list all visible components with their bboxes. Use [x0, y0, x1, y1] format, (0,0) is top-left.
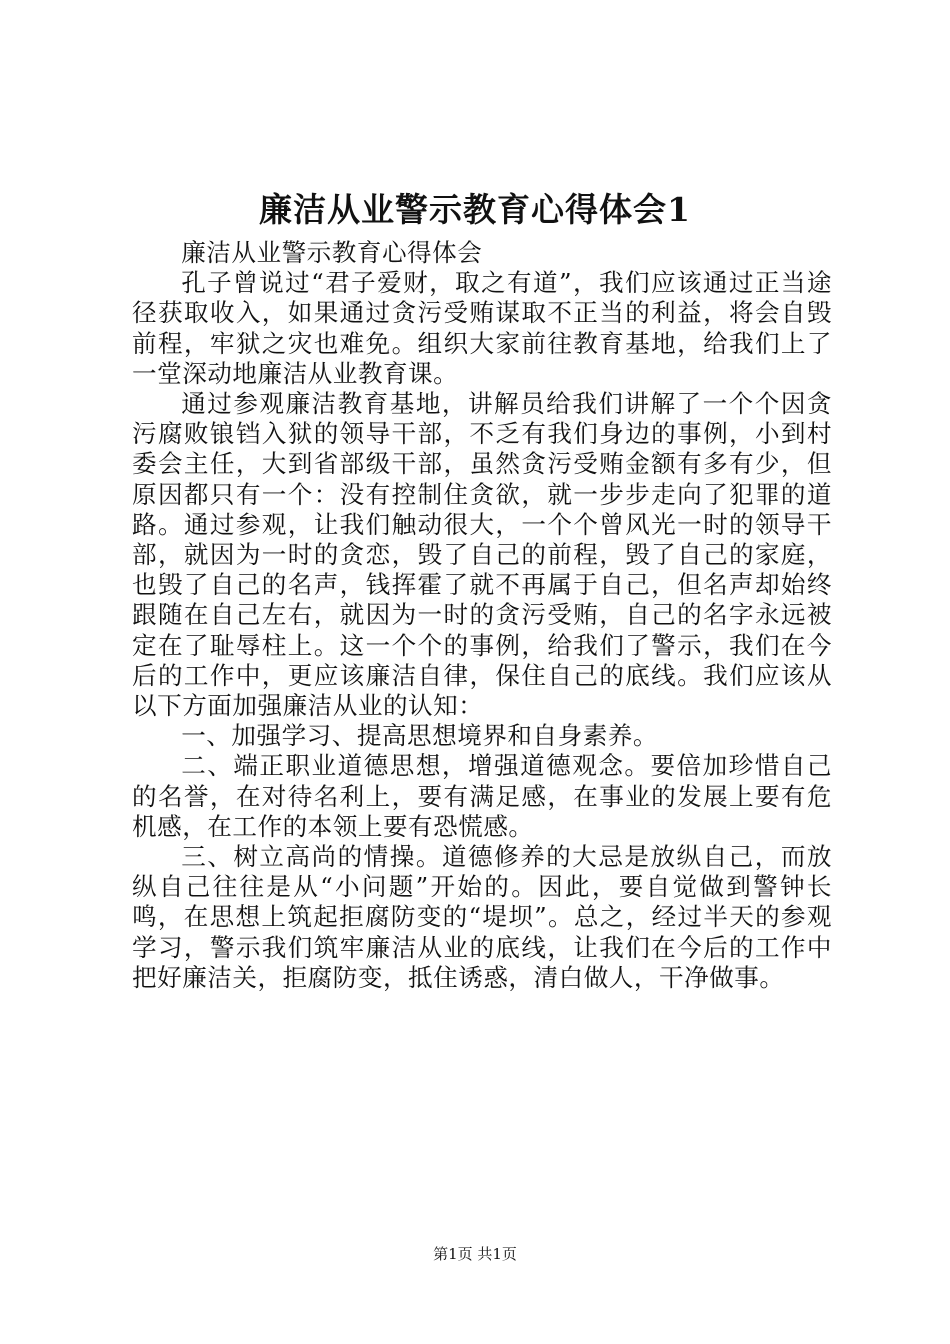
paragraph-visit: 通过参观廉洁教育基地，讲解员给我们讲解了一个个因贪污腐败锒铛入狱的领导干部，不乏有我们身边的事例，小到村委会主任，大到省部级干部，虽然贪污受贿金额有多有少，但原因都只有一个：没有控制住贪欲，就一步步走向了犯罪的道路。通过参观，让我们触动很大，一个个曾风光一时的领导干部，就因为一时的贪恋，毁了自己的前程，毁了自己的家庭，也毁了自己的名声，钱挥霍了就不再属于自己，但名声却始终跟随在自己左右，就因为一时的贪污受贿，自己的名字永远被定在了耻辱柱上。这一个个的事例，给我们了警示，我们在今后的工作中，更应该廉洁自律，保住自己的底线。我们应该从以下方面加强廉洁从业的认知： — [132, 389, 832, 721]
paragraph-subtitle: 廉洁从业警示教育心得体会 — [181, 238, 483, 267]
paragraph-intro: 孔子曾说过“君子爱财，取之有道”，我们应该通过正当途径获取收入，如果通过贪污受贿谋取不正当的利益，将会自毁前程，牢狱之灾也难免。组织大家前往教育基地，给我们上了一堂深动地廉洁从业教育课。 — [132, 268, 832, 388]
paragraph-point-one: 一、加强学习、提高思想境界和自身素养。 — [181, 721, 658, 751]
paragraph-point-three: 三、树立高尚的情操。道德修养的大忌是放纵自己，而放纵自己往往是从“小问题”开始的。因此，要自觉做到警钟长鸣，在思想上筑起拒腐防变的“堤坝”。总之，经过半天的参观学习，警示我们筑牢廉洁从业的底线，让我们在今后的工作中把好廉洁关，拒腐防变，抵住诱惑，清白做人，干净做事。 — [132, 842, 832, 992]
document-title: 廉洁从业警示教育心得体会1 — [259, 190, 691, 229]
document-body — [132, 238, 832, 993]
page-footer: 第1页 共1页 — [433, 1245, 517, 1263]
paragraph-point-two: 二、端正职业道德思想，增强道德观念。要倍加珍惜自己的名誉，在对待名利上，要有满足感，在事业的发展上要有危机感，在工作的本领上要有恐慌感。 — [132, 751, 832, 841]
